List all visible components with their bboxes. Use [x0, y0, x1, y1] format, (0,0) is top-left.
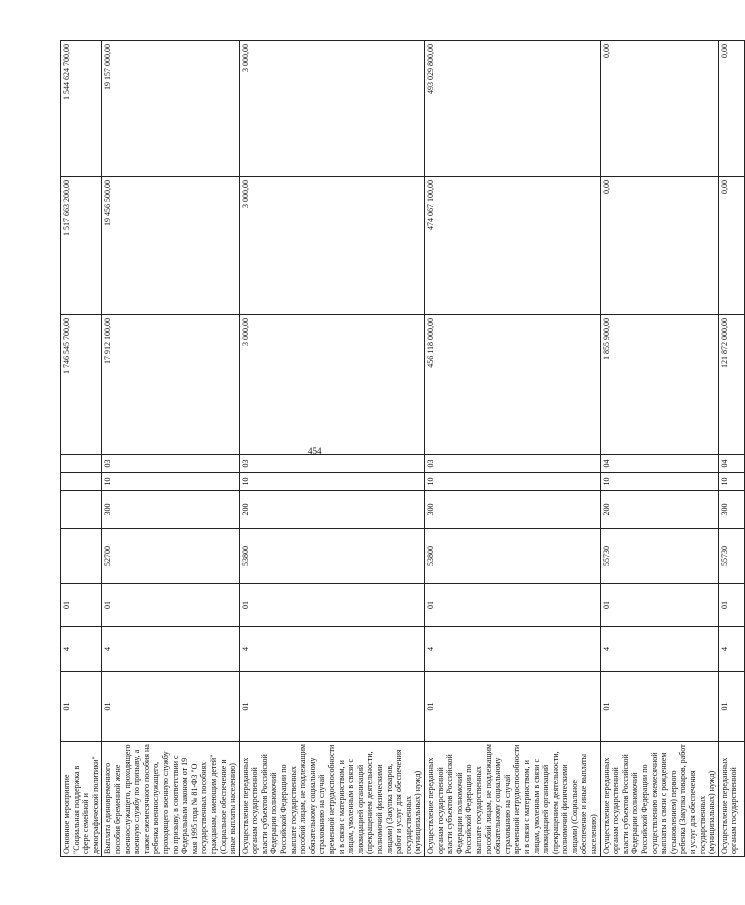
cell-value-3: 0,00 [600, 41, 718, 177]
cell-subsection: 04 [600, 455, 718, 473]
cell-subprogram: 4 [102, 627, 239, 672]
cell-section: 10 [600, 473, 718, 491]
cell-program: 01 [718, 672, 744, 742]
cell-direction-code: 53800 [424, 529, 600, 584]
table-row [600, 41, 718, 857]
cell-subprogram: 4 [424, 627, 600, 672]
cell-subsection: 03 [102, 455, 239, 473]
cell-direction-code: 55730 [718, 529, 744, 584]
cell-program: 01 [61, 672, 102, 742]
cell-expense-type: 300 [718, 491, 744, 529]
cell-section: 10 [424, 473, 600, 491]
cell-program: 01 [239, 672, 424, 742]
cell-value-2: 474 067 100,00 [424, 177, 600, 315]
row-name: Основное мероприятие "Социальная поддержка в сфере семейной и демографической политики" [61, 742, 102, 857]
cell-main-event: 01 [61, 584, 102, 627]
cell-subprogram: 4 [600, 627, 718, 672]
cell-expense-type: 200 [239, 491, 424, 529]
cell-value-3: 0,00 [718, 41, 744, 177]
cell-direction-code: 52700 [102, 529, 239, 584]
budget-table [60, 40, 745, 857]
cell-section [61, 473, 102, 491]
cell-program: 01 [424, 672, 600, 742]
cell-section: 10 [718, 473, 744, 491]
cell-program: 01 [600, 672, 718, 742]
cell-main-event: 01 [424, 584, 600, 627]
cell-direction-code [61, 529, 102, 584]
table-row [718, 41, 744, 857]
cell-value-2: 3 000,00 [239, 177, 424, 315]
page-number: 454 [308, 446, 322, 456]
cell-value-1: 456 118 000,00 [424, 315, 600, 455]
cell-expense-type: 300 [102, 491, 239, 529]
cell-expense-type: 200 [600, 491, 718, 529]
cell-value-1: 17 912 100,00 [102, 315, 239, 455]
cell-value-2: 1 517 663 200,00 [61, 177, 102, 315]
table-row [61, 41, 102, 857]
cell-subsection: 03 [239, 455, 424, 473]
row-name: Осуществление переданных органам государственной [718, 742, 744, 857]
cell-main-event: 01 [239, 584, 424, 627]
cell-subprogram: 4 [61, 627, 102, 672]
cell-value-2: 19 456 500,00 [102, 177, 239, 315]
table-row [102, 41, 239, 857]
cell-subsection: 03 [424, 455, 600, 473]
cell-subprogram: 4 [718, 627, 744, 672]
cell-value-3: 1 544 624 700,00 [61, 41, 102, 177]
cell-section: 10 [102, 473, 239, 491]
budget-table-container [60, 41, 739, 857]
cell-main-event: 01 [600, 584, 718, 627]
cell-value-3: 19 157 000,00 [102, 41, 239, 177]
table-row [239, 41, 424, 857]
row-name: Выплата единовременного пособия беременной жене военнослужащего, проходящего военную службу по призыву, а также ежемесячного пособия на ребенка военнослужащего, проходящего военную службу по призыву, в соответствии с Федеральным законом от 19 мая 1995 года № 81-ФЗ "О государственных пособиях гражданам, имеющим детей" (Социальное обеспечение и иные выплаты населению) [102, 742, 239, 857]
cell-direction-code: 55730 [600, 529, 718, 584]
cell-value-1: 121 872 000,00 [718, 315, 744, 455]
cell-main-event: 01 [102, 584, 239, 627]
cell-subsection: 04 [718, 455, 744, 473]
cell-subsection [61, 455, 102, 473]
cell-subprogram: 4 [239, 627, 424, 672]
cell-expense-type: 300 [424, 491, 600, 529]
row-name: Осуществление переданных органам государственной власти субъектов Российской Федерации полномочий Российской Федерации по выплате государственных пособий лицам, не подлежащим обязательному социальному страхованию на случай временной нетрудоспособности и в связи с материнством, и лицам, уволенным в связи с ликвидацией организаций (прекращением деятельности, полномочий физическими лицами) (Закупка товаров, работ и услуг для обеспечения государственных (муниципальных) нужд) [239, 742, 424, 857]
cell-value-3: 493 029 800,00 [424, 41, 600, 177]
cell-value-1: 3 000,00 [239, 315, 424, 455]
cell-value-3: 3 000,00 [239, 41, 424, 177]
cell-expense-type [61, 491, 102, 529]
cell-direction-code: 53800 [239, 529, 424, 584]
cell-program: 01 [102, 672, 239, 742]
row-name: Осуществление переданных органам государственной власти субъектов Российской Федерации полномочий Российской Федерации по выплате государственных пособий лицам, не подлежащим обязательному социальному страхованию на случай временной нетрудоспособности и в связи с материнством, и лицам, уволенным в связи с ликвидацией организаций (прекращением деятельности, полномочий физическими лицами) (Социальное обеспечение и иные выплаты населению) [424, 742, 600, 857]
cell-section: 10 [239, 473, 424, 491]
row-name: Осуществление переданных органам государственной власти субъектов Российской Федерации полномочий Российской Федерации по осуществлению ежемесячной выплаты в связи с рождением (усыновлением) первого ребенка (Закупка товаров, работ и услуг для обеспечения государственных (муниципальных) нужд) [600, 742, 718, 857]
cell-value-2: 0,00 [718, 177, 744, 315]
cell-main-event: 01 [718, 584, 744, 627]
table-row [424, 41, 600, 857]
cell-value-1: 1 746 545 700,00 [61, 315, 102, 455]
cell-value-1: 1 855 900,00 [600, 315, 718, 455]
cell-value-2: 0,00 [600, 177, 718, 315]
